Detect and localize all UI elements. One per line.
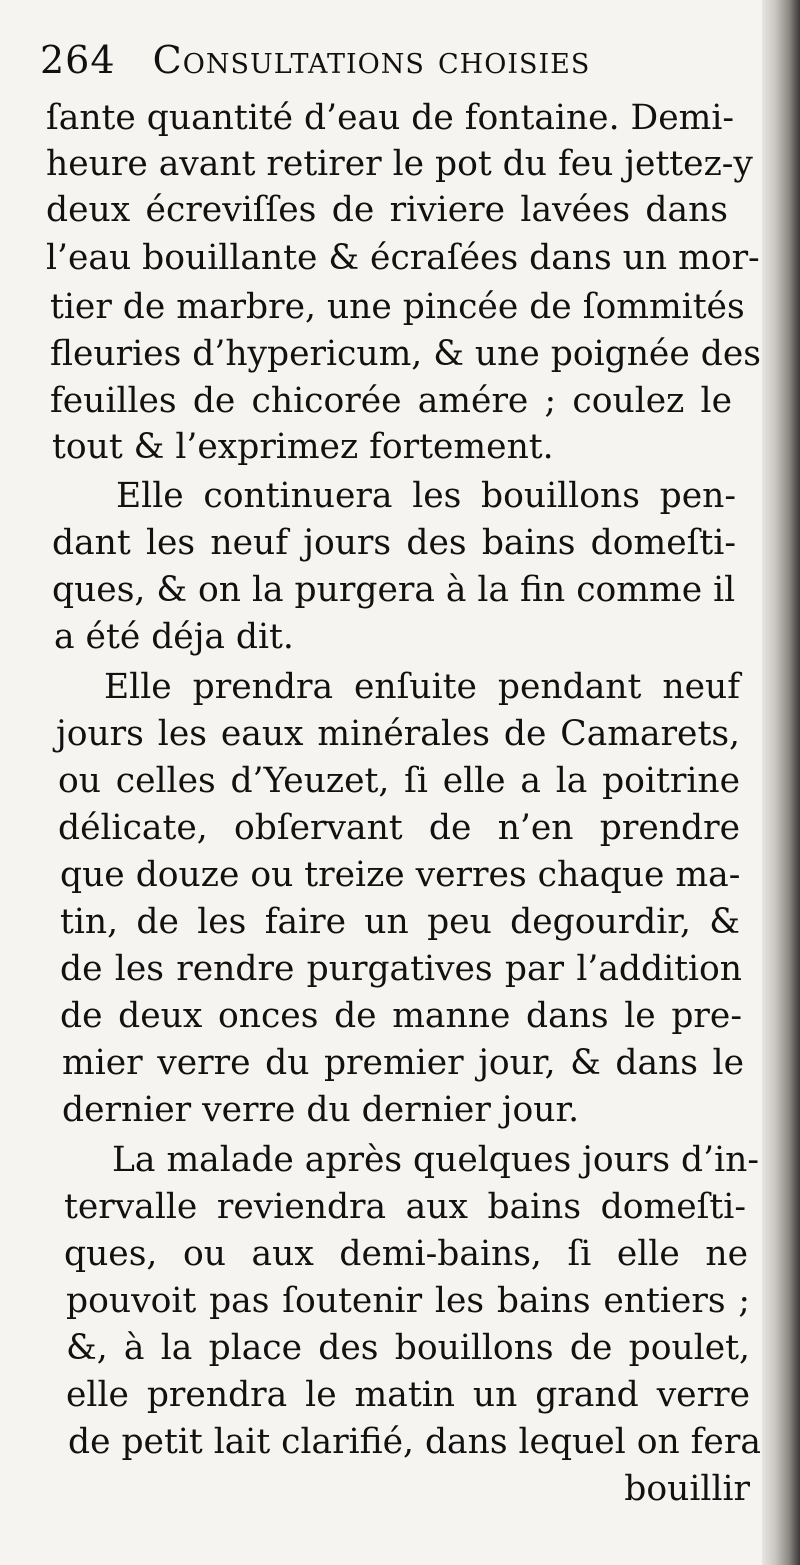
text-line: mier verre du premier jour, & dans le [62, 1043, 744, 1083]
text-line: feuilles de chicorée amére ; coulez le [50, 381, 732, 421]
page-gutter-shadow [762, 0, 800, 1565]
running-title: Consultations choisies [152, 38, 591, 82]
text-line: a été déja dit. [54, 617, 294, 657]
text-line: dernier verre du dernier jour. [62, 1090, 580, 1130]
running-header [40, 38, 740, 90]
text-line: jours les eaux minérales de Camarets, [56, 714, 740, 754]
text-line: deux écreviſſes de riviere lavées dans [46, 190, 728, 230]
text-line: délicate, obſervant de n’en prendre [58, 808, 740, 848]
text-line: elle prendra le matin un grand verre [66, 1375, 750, 1415]
text-line: ques, ou aux demi-bains, ſi elle ne [64, 1234, 748, 1274]
text-line: tier de marbre, une pincée de ſommités [50, 287, 745, 327]
text-line: pouvoit pas ſoutenir les bains entiers ; [66, 1281, 750, 1321]
text-line: tout & l’exprimez fortement. [52, 427, 554, 467]
text-line: tervalle reviendra aux bains domeſti- [64, 1187, 746, 1227]
page-number: 264 [40, 38, 116, 82]
text-line: que douze ou treize verres chaque ma- [60, 855, 741, 895]
catchword: bouillir [624, 1469, 750, 1509]
paragraph-first-line: Elle prendra enſuite pendant neuf [104, 667, 740, 707]
text-line: l’eau bouillante & écraſées dans un mor- [46, 238, 760, 278]
paragraph-first-line: Elle continuera les bouillons pen- [116, 476, 736, 516]
text-line: de petit lait clarifié, dans lequel on fera [68, 1422, 761, 1462]
text-line: de deux onces de manne dans le pre- [60, 996, 742, 1036]
text-line: fleuries d’hypericum, & une poignée des [50, 334, 761, 374]
text-line: ſante quantité d’eau de fontaine. Demi- [46, 98, 735, 138]
text-line: de les rendre purgatives par l’addition [60, 949, 742, 989]
text-line: ou celles d’Yeuzet, ſi elle a la poitrine [58, 761, 740, 801]
text-line: tin, de les faire un peu degourdir, & [60, 902, 740, 942]
text-line: dant les neuf jours des bains domeſti- [52, 523, 736, 563]
text-line: heure avant retirer le pot du feu jettez-y [46, 144, 753, 184]
paragraph-first-line: La malade après quelques jours d’in- [112, 1140, 759, 1180]
text-line: ques, & on la purgera à la fin comme il [52, 570, 736, 610]
text-line: &, à la place des bouillons de poulet, [66, 1328, 750, 1368]
